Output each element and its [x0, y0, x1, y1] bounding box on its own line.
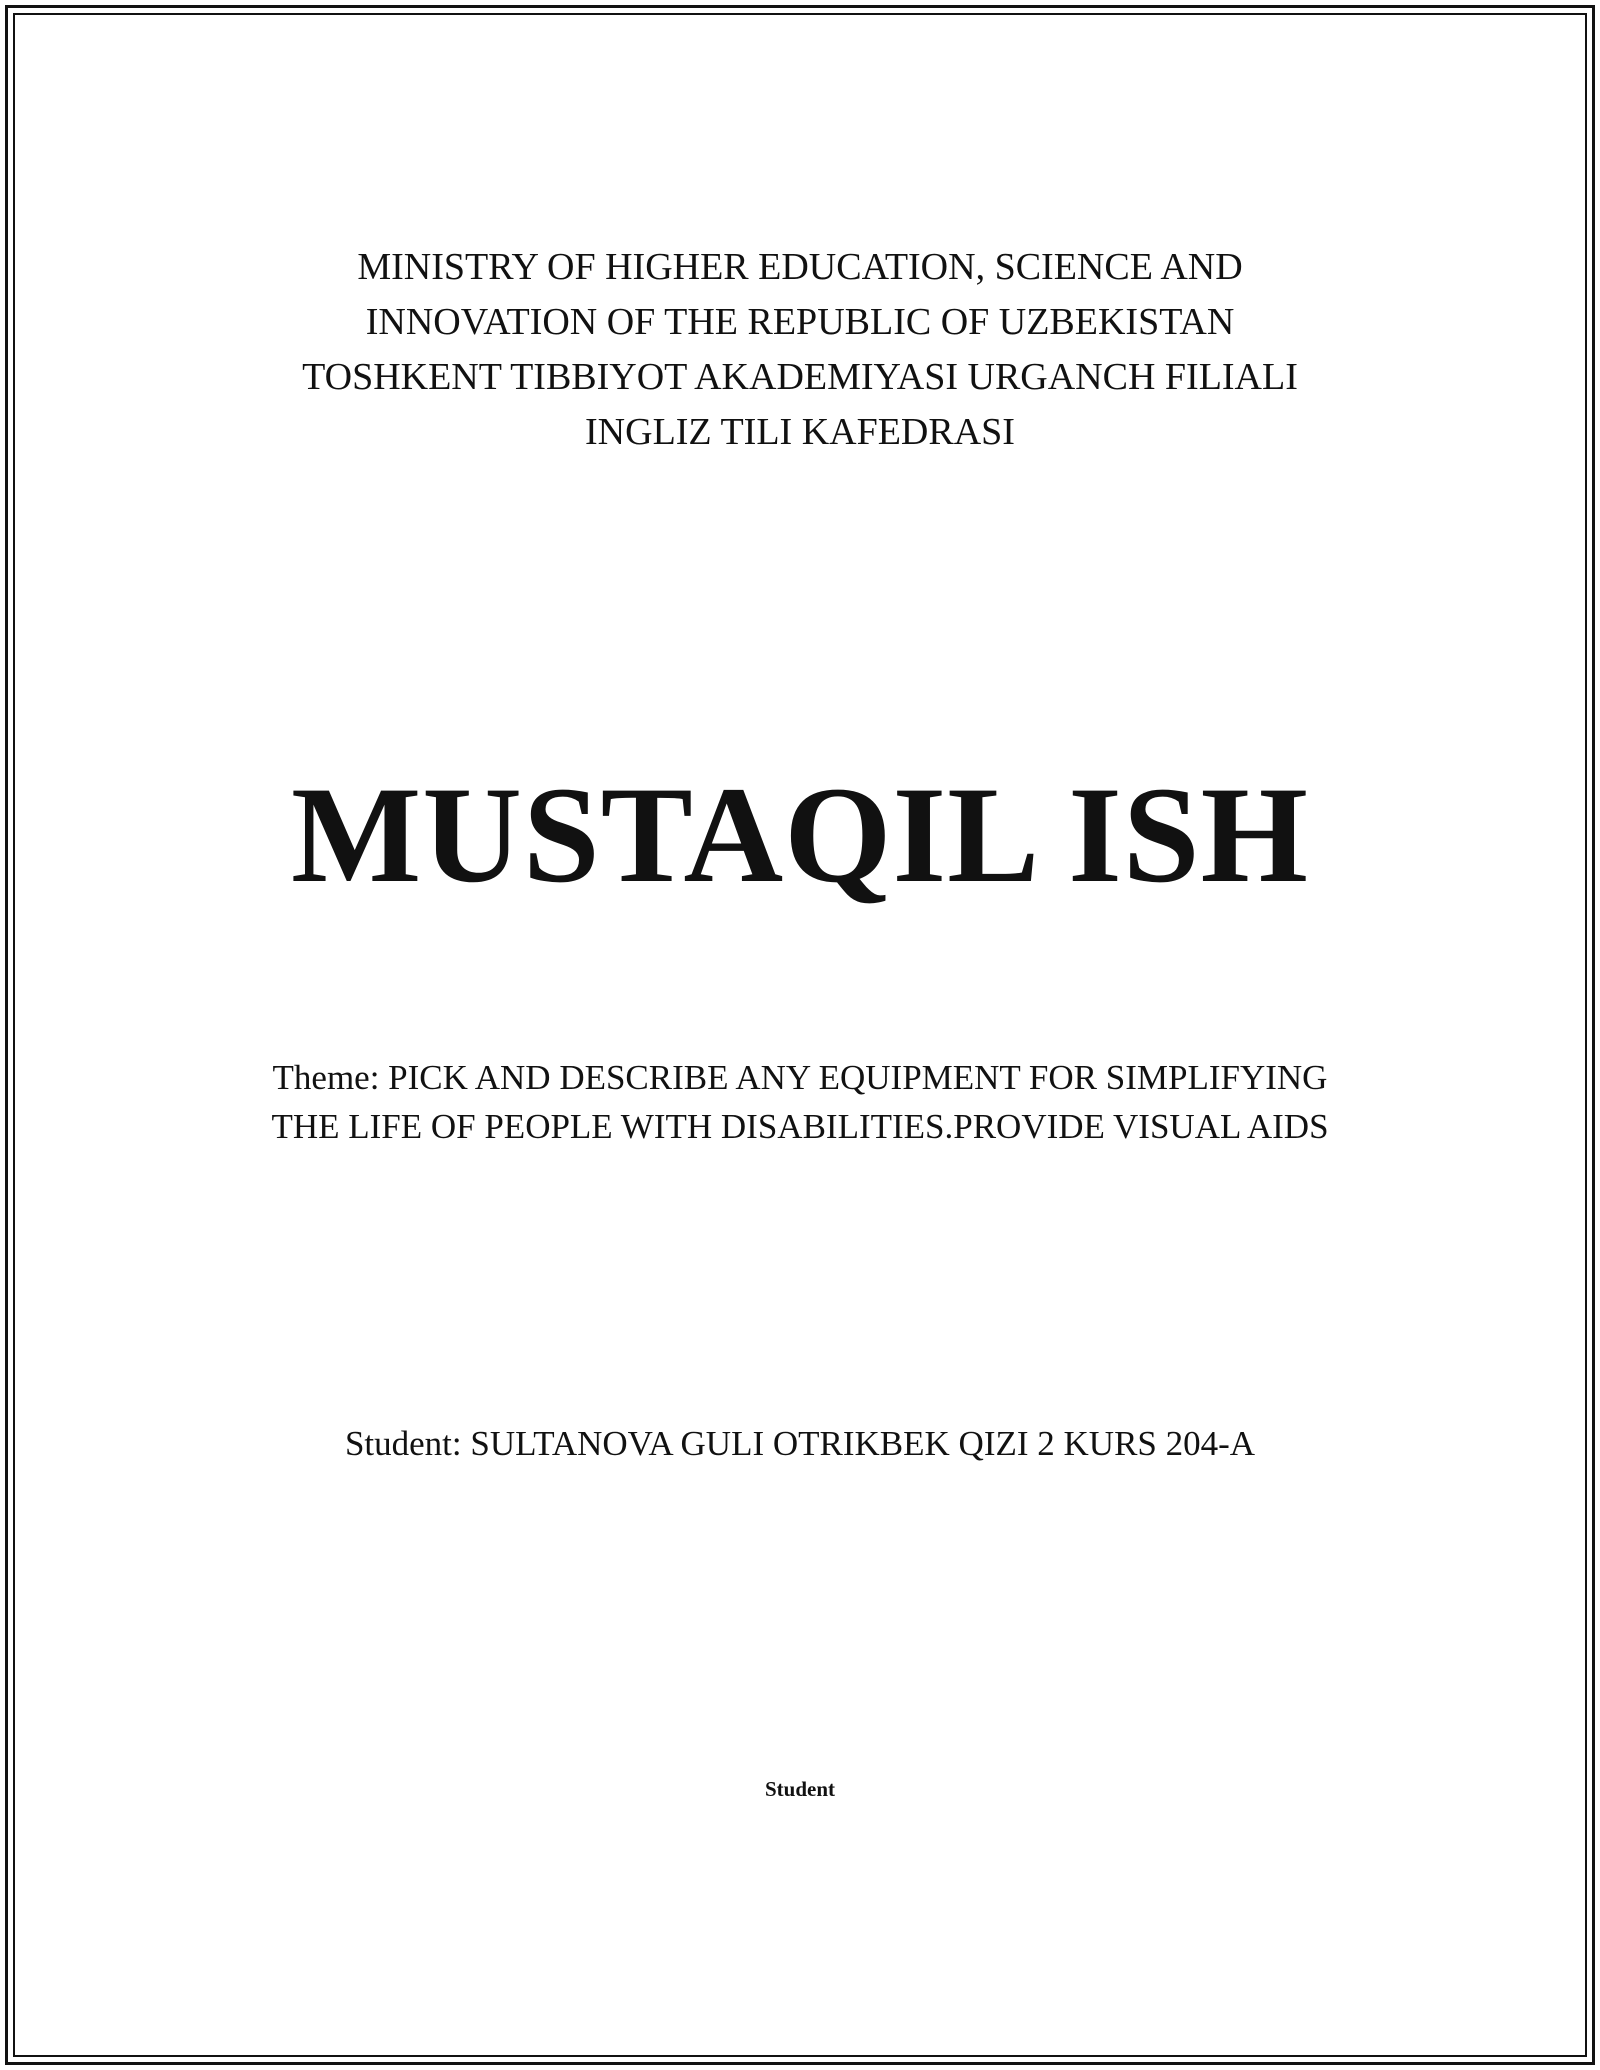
- footer-student-label: Student: [764, 1777, 836, 1801]
- header-line-3: TOSHKENT TIBBIYOT AKADEMIYASI URGANCH FILIALI: [302, 356, 1298, 398]
- theme-line-1: Theme: PICK AND DESCRIBE ANY EQUIPMENT FOR SIMPLIFYING: [272, 1058, 1328, 1097]
- theme-line-2: THE LIFE OF PEOPLE WITH DISABILITIES.PROVIDE VISUAL AIDS: [271, 1107, 1329, 1146]
- header-line-2: INNOVATION OF THE REPUBLIC OF UZBEKISTAN: [365, 301, 1235, 343]
- student-info: Student: SULTANOVA GULI OTRIKBEK QIZI 2 KURS 204-A: [344, 1424, 1256, 1463]
- theme-block: [0, 1053, 1600, 1151]
- institution-header: [0, 240, 1600, 460]
- document-title: MUSTAQIL ISH: [291, 758, 1309, 911]
- header-line-1: MINISTRY OF HIGHER EDUCATION, SCIENCE AND: [357, 246, 1243, 288]
- header-line-4: INGLIZ TILI KAFEDRASI: [585, 411, 1015, 453]
